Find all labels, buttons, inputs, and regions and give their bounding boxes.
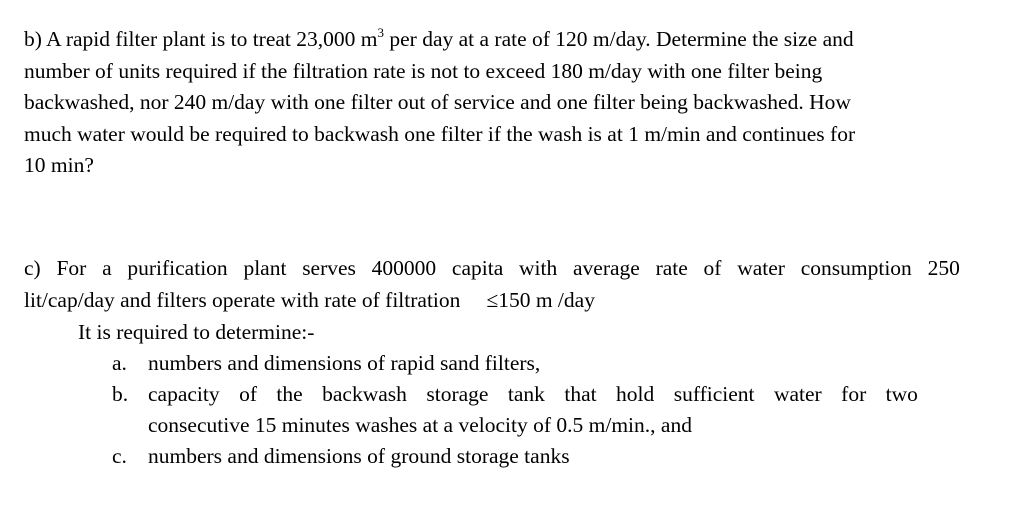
part-c-line-1: c) For a purification plant serves 400000 capita with average rate of water consumption 250 bbox=[24, 256, 960, 280]
requirements-list bbox=[112, 348, 918, 472]
superscript-3: 3 bbox=[377, 25, 384, 40]
part-b-line-3: backwashed, nor 240 m/day with one filter out of service and one filter being backwashed. How bbox=[24, 90, 851, 114]
list-marker: b. bbox=[112, 382, 129, 406]
list-item-a bbox=[112, 348, 918, 379]
list-marker: a. bbox=[112, 351, 127, 375]
list-item-b bbox=[112, 379, 918, 441]
list-marker: c. bbox=[112, 444, 127, 468]
part-c-line-2: lit/cap/day and filters operate with rate of filtration ≤150 m /day bbox=[24, 288, 595, 312]
part-b-line-1: b) A rapid filter plant is to treat 23,000 $m^3$ per day at a rate of 120 m/day. Determine the size and bbox=[24, 25, 854, 51]
part-b-line-5: 10 min? bbox=[24, 153, 94, 177]
part-b-question bbox=[24, 24, 960, 182]
part-c-question bbox=[24, 252, 960, 316]
part-b-line-2: number of units required if the filtration rate is not to exceed 180 m/day with one filter being bbox=[24, 58, 823, 83]
list-item-c bbox=[112, 441, 918, 472]
list-item-text: capacity of the backwash storage tank that hold sufficient water for two consecutive 15 minutes washes at a velocity of 0.5 m/min., and bbox=[148, 382, 918, 437]
list-item-text: numbers and dimensions of ground storage tanks bbox=[148, 444, 570, 468]
filtration-rate-value: ≤150 m /day bbox=[486, 288, 595, 312]
part-b-line-4: much water would be required to backwash one filter if the wash is at 1 m/min and continues for bbox=[24, 121, 856, 146]
list-item-text: numbers and dimensions of rapid sand filters, bbox=[148, 351, 541, 375]
required-heading: It is required to determine:- bbox=[78, 320, 315, 344]
